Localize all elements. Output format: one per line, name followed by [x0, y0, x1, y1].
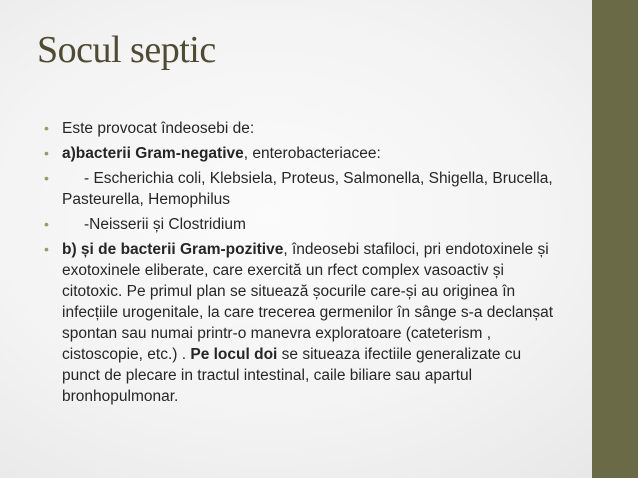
bullet-dot-icon: • [44, 241, 49, 257]
slide-title: Socul septic [37, 29, 216, 71]
bullet-item-5 [43, 239, 563, 407]
bullet-item-4 [43, 214, 563, 235]
bullet-list [43, 118, 563, 411]
bullet-text: -Neisserii și Clostridium [84, 216, 246, 233]
bullet-item-3 [43, 168, 563, 210]
bullet-text-2: se situeaza ifectiile generalizate cu punct de plecare in tractul intestinal, caile biliare sau apartul bronhopulmonar. [62, 346, 522, 405]
bullet-bold-text: b) și de bacterii Gram-pozitive [62, 241, 284, 258]
bullet-text: , enterobacteriacee: [243, 145, 381, 162]
bullet-item-2 [43, 143, 563, 164]
bullet-text: , îndeosebi stafiloci, pri endotoxinele și exotoxinele eliberate, care exercită un rfect complex vasoactiv și citotoxic. Pe primul plan se situează șocurile care-și au originea în infecțiile urogenitale, la care trecerea germenilor în sânge s-a declanșat spontan sau numai printr-o manevra exploratoare (cateterism , cistoscopie, etc.) . [62, 241, 554, 363]
bullet-dot-icon: • [44, 170, 49, 186]
bullet-item-1 [43, 118, 563, 139]
bullet-text: Este provocat îndeosebi de: [62, 120, 255, 137]
bullet-dot-icon: • [44, 120, 49, 136]
bullet-dot-icon: • [44, 145, 49, 161]
accent-side-bar [592, 0, 638, 478]
bullet-bold-text-2: Pe locul doi [190, 346, 278, 363]
bullet-dot-icon: • [44, 216, 49, 232]
bullet-text: - Escherichia coli, Klebsiela, Proteus, Salmonella, Shigella, Brucella, Pasteurella, Hemophilus [62, 170, 553, 208]
bullet-bold-text: a)bacterii Gram-negative [62, 145, 244, 162]
